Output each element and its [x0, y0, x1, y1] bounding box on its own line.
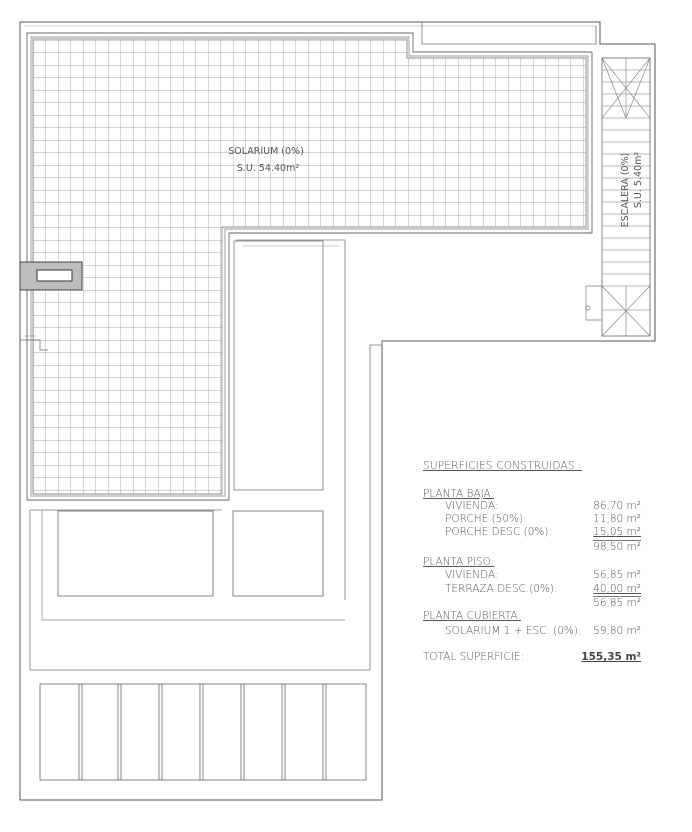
row-value: 15,05 m² [593, 526, 641, 538]
section-planta-cubierta: PLANTA CUBIERTA: [423, 610, 521, 622]
total-label: TOTAL SUPERFICIE: [423, 651, 524, 663]
row-value: 11,80 m² [593, 513, 641, 525]
stair-winder-top [602, 58, 650, 118]
interior-block [234, 241, 323, 490]
section-planta-piso: PLANTA PISO: [423, 556, 495, 568]
row-label: PORCHE (50%): [445, 513, 527, 525]
stair-area: S.U. 5.40m² [633, 151, 644, 209]
solarium-tiles [33, 39, 586, 494]
row-label: PORCHE DESC.(0%): [445, 526, 553, 538]
pool-right [233, 511, 323, 596]
pool-left [58, 511, 213, 596]
subtotal-value: 56,85 m² [593, 597, 641, 609]
row-value: 40,00 m² [593, 583, 641, 595]
chimney-inner [37, 270, 72, 281]
row-label: TERRAZA DESC.(0%): [445, 583, 558, 595]
lower-frame-inner [42, 510, 345, 620]
row-value: 86,70 m² [593, 500, 641, 512]
stair-landing [586, 286, 602, 320]
solarium-label: SOLARIUM (0%) [228, 146, 304, 157]
notch-wall [422, 22, 596, 44]
total-value: 155,35 m² [581, 651, 641, 663]
solarium-area: S.U. 54.40m² [236, 163, 300, 174]
stair-label: ESCALERA (0%) [620, 152, 631, 228]
row-label: VIVIENDA: [445, 569, 499, 581]
areas-heading: SUPERFICIES CONSTRUIDAS : [423, 460, 583, 472]
stair-winder-bottom [602, 286, 650, 336]
row-label: SOLARIUM 1 + ESC. (0%): [445, 625, 582, 637]
row-label: VIVIENDA: [445, 500, 499, 512]
row-value: 59,80 m² [593, 625, 641, 637]
inner-wall-right [236, 240, 345, 600]
handrail-end [586, 306, 590, 310]
subtotal-value: 98,50 m² [593, 541, 641, 553]
row-value: 56,85 m² [593, 569, 641, 581]
section-planta-baja: PLANTA BAJA: [423, 488, 495, 500]
